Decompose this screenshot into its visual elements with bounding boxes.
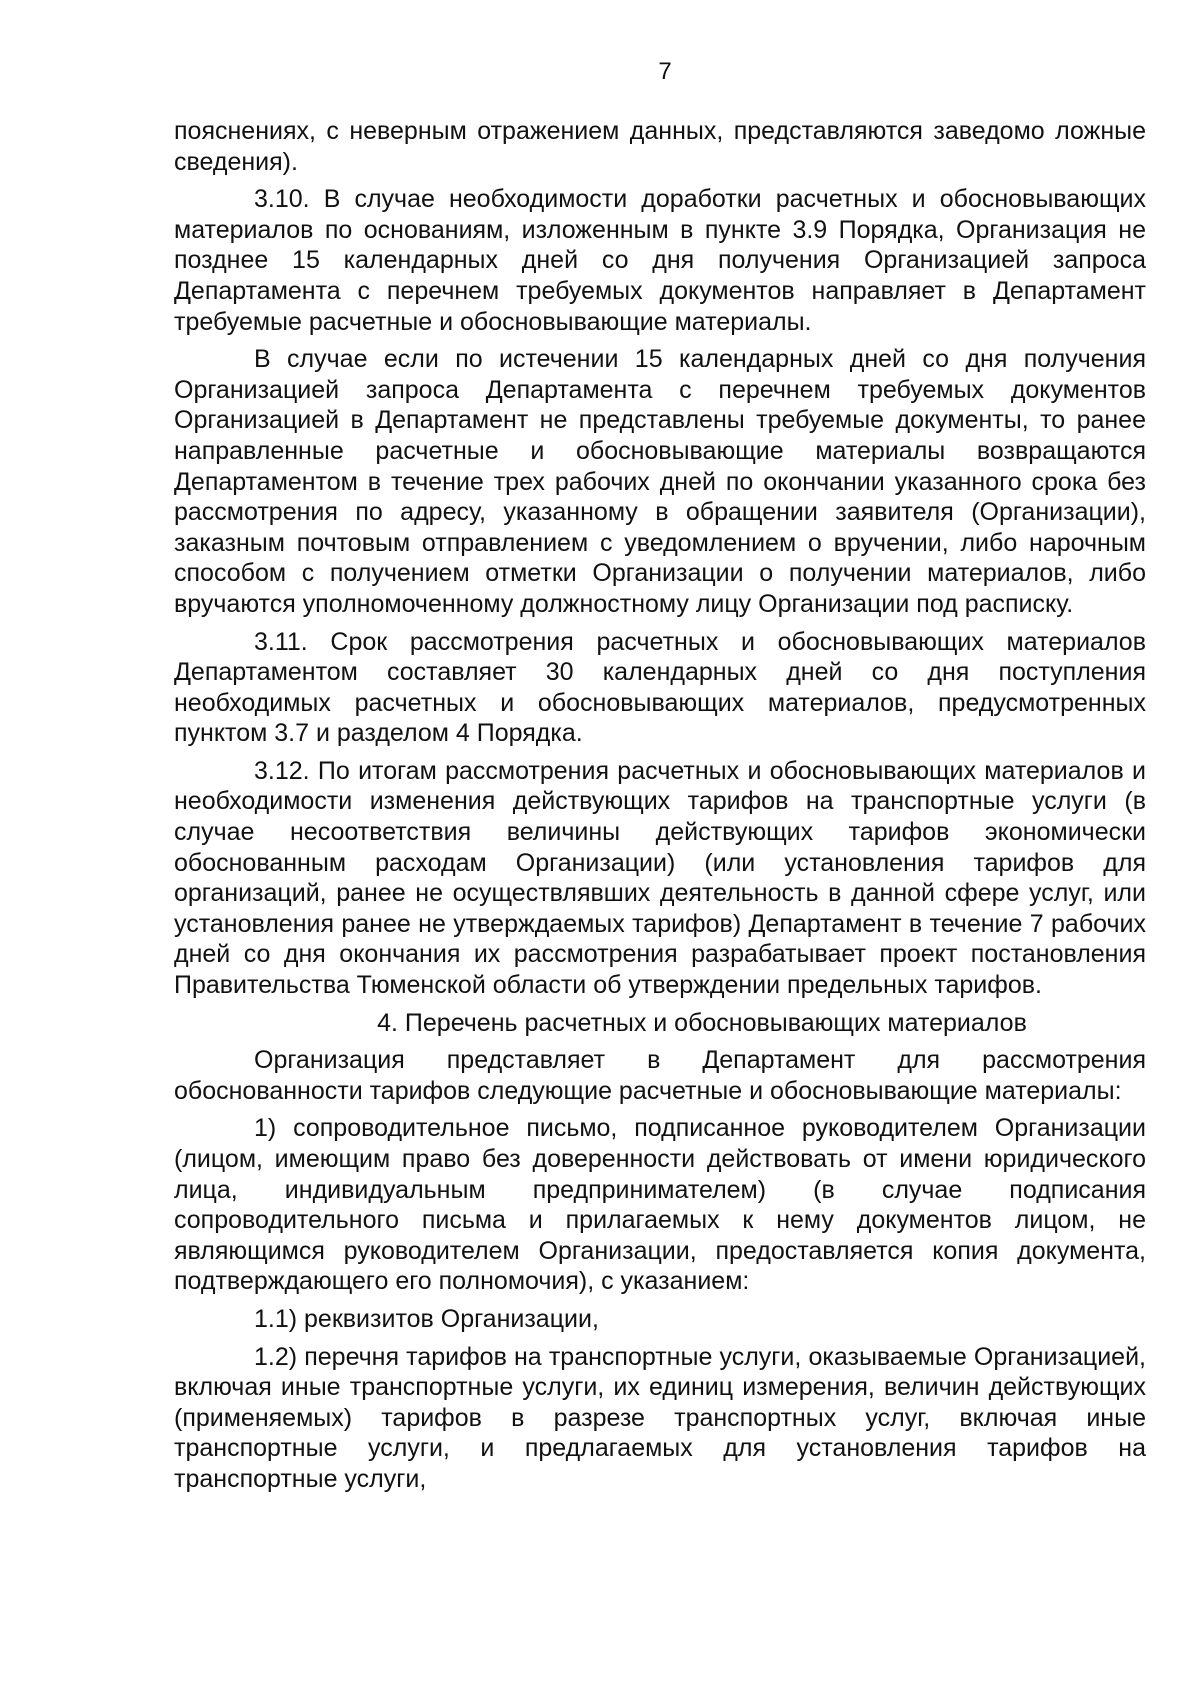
paragraph-continuation: пояснениях, с неверным отражением данных, представляются заведомо ложные сведения). — [174, 117, 1146, 176]
section-heading-4: 4. Перечень расчетных и обосновывающих материалов — [377, 1008, 1027, 1037]
list-item-1: 1) сопроводительное письмо, подписанное руководителем Организации (лицом, имеющим право без доверенности действовать от имени юридического лица, индивидуальным предпринимателем) (в случае подписания сопроводительного письма и прилагаемых к нему документов лицом, не являющимся руководителем Организации, предоставляется копия документа, подтверждающего его полномочия), с указанием: — [174, 1114, 1146, 1296]
paragraph-return-materials: В случае если по истечении 15 календарных дней со дня получения Организацией запроса Департамента с перечнем требуемых документов Организацией в Департамент не представлены требуемые документы, то ранее направленные расчетные и обосновывающие материалы возвращаются Департаментом в течение трех рабочих дней по окончании указанного срока без рассмотрения по адресу, указанному в обращении заявителя (Организации), заказным почтовым отправлением с уведомлением о вручении, либо нарочным способом с получением отметки Организации о получении материалов, либо вручаются уполномоченному должностному лицу Организации под расписку. — [174, 345, 1146, 618]
paragraph-3-11: 3.11. Срок рассмотрения расчетных и обосновывающих материалов Департаментом составляет 30 календарных дней со дня поступления необходимых расчетных и обосновывающих материалов, предусмотренных пунктом 3.7 и разделом 4 Порядка. — [174, 627, 1146, 748]
document-body — [174, 116, 1146, 1502]
list-item-1-2: 1.2) перечня тарифов на транспортные услуги, оказываемые Организацией, включая иные транспортные услуги, их единиц измерения, величин действующих (применяемых) тарифов в разрезе транспортных услуг, включая иные транспортные услуги, и предлагаемых для установления тарифов на транспортные услуги, — [174, 1342, 1146, 1493]
paragraph-section-4-intro: Организация представляет в Департамент для рассмотрения обоснованности тарифов следующие расчетные и обосновывающие материалы: — [174, 1046, 1146, 1105]
paragraph-3-12: 3.12. По итогам рассмотрения расчетных и обосновывающих материалов и необходимости изменения действующих тарифов на транспортные услуги (в случае несоответствия величины действующих тарифов экономически обоснованным расходам Организации) (или установления тарифов для организаций, ранее не осуществлявших деятельность в данной сфере услуг, или установления ранее не утверждаемых тарифов) Департамент в течение 7 рабочих дней со дня окончания их рассмотрения разрабатывает проект постановления Правительства Тюменской области об утверждении предельных тарифов. — [174, 756, 1146, 1000]
paragraph-3-10: 3.10. В случае необходимости доработки расчетных и обосновывающих материалов по основаниям, изложенным в пункте 3.9 Порядка, Организация не позднее 15 календарных дней со дня получения Организацией запроса Департамента с перечнем требуемых документов направляет в Департамент требуемые расчетные и обосновывающие материалы. — [174, 185, 1146, 336]
list-item-1-1: 1.1) реквизитов Организации, — [254, 1304, 599, 1333]
page-number: 7 — [658, 58, 672, 85]
